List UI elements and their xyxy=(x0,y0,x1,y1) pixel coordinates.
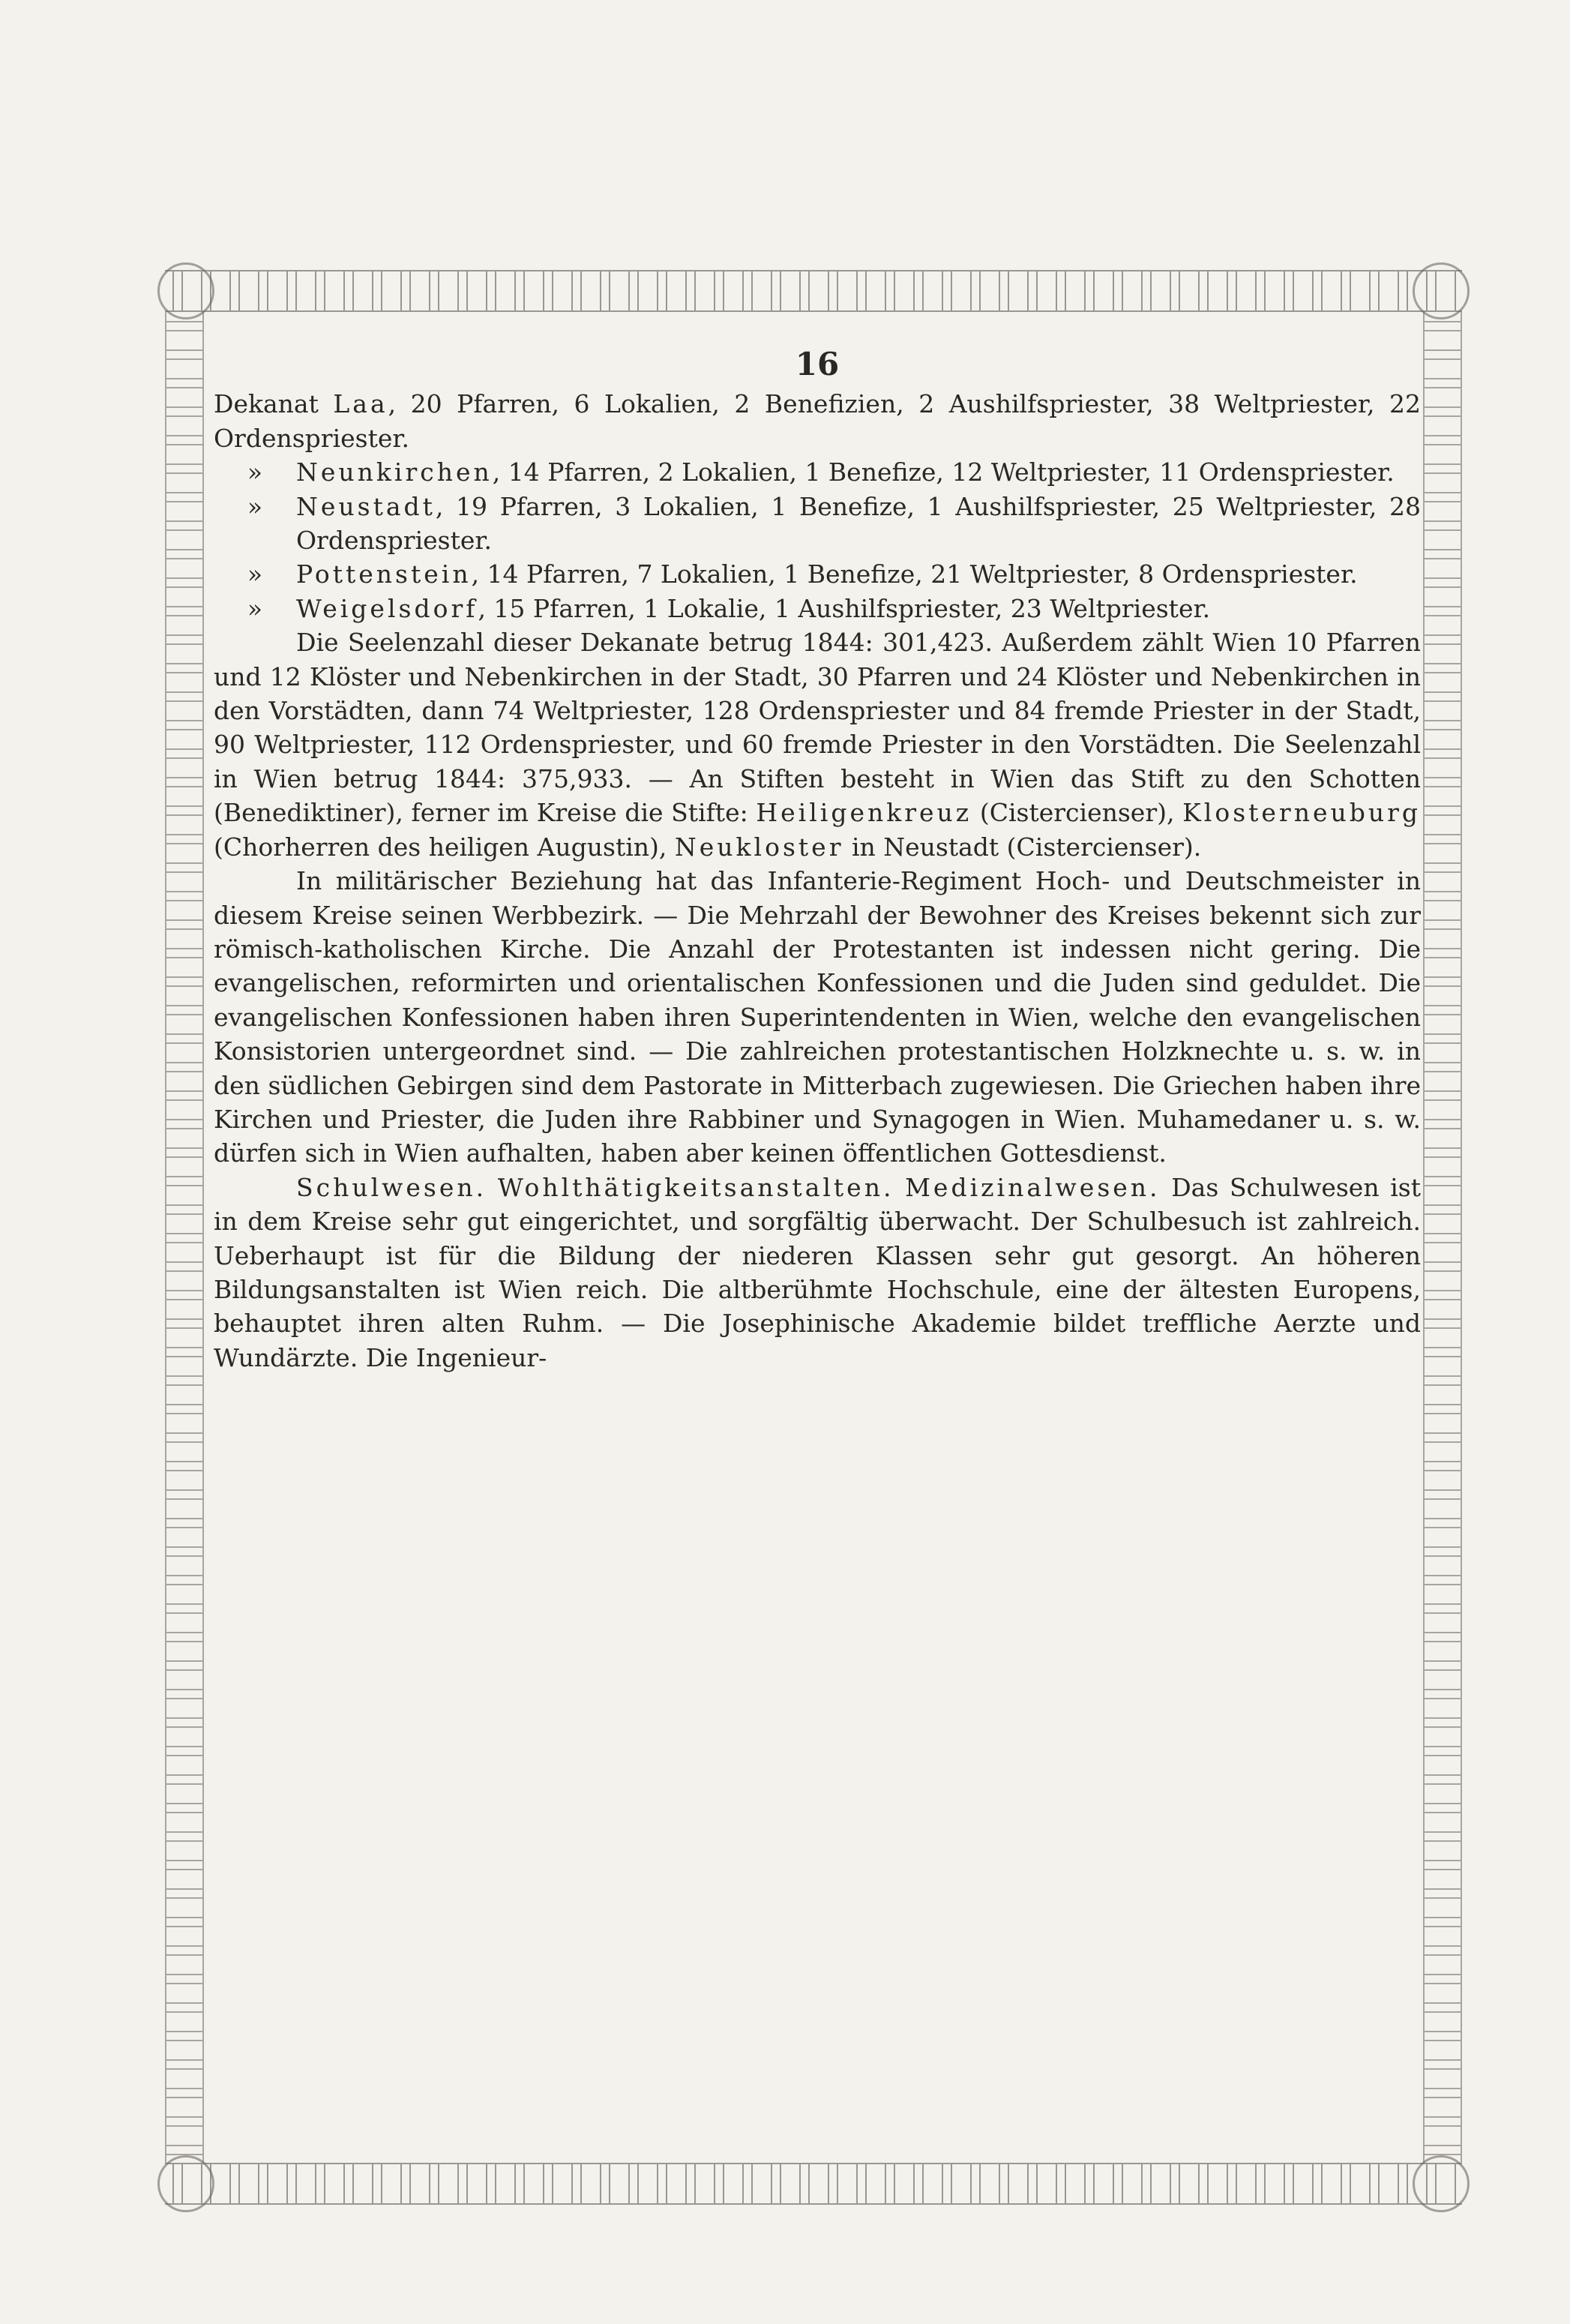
dekanat-text: , 20 Pfarren, 6 Lokalien, 2 Benefizien, 2 Aushilfspriester, 38 Weltpriester, 22 Ordenspriester. xyxy=(214,389,1421,453)
dekanat-name: Neunkirchen xyxy=(296,457,493,487)
dekanat-entry xyxy=(214,455,1421,489)
dekanat-name: Weigelsdorf xyxy=(296,593,478,623)
section-heading: Schulwesen. xyxy=(296,1172,487,1202)
border-left xyxy=(165,312,204,2163)
dekanat-text: , 14 Pfarren, 7 Lokalien, 1 Benefize, 21 Weltpriester, 8 Ordenspriester. xyxy=(471,559,1358,589)
stift-name: Heiligenkreuz xyxy=(756,798,972,828)
ditto-mark: » xyxy=(247,457,263,487)
stift-name: Klosterneuburg xyxy=(1182,798,1422,828)
ditto-mark: » xyxy=(247,559,263,589)
paragraph-militaer: In militärischer Beziehung hat das Infanterie-Regiment Hoch- und Deutschmeister in diesem Kreise seinen Werbbezirk. — Die Mehrzahl der Bewohner des Kreises bekennt sich zur römisch-katholischen Kirche. Die Anzahl der Protestanten ist indessen nicht gering. Die evangelischen, reformirten und orientalischen Konfessionen und die Juden sind geduldet. Die evangelischen Konfessionen haben ihren Superintendenten in Wien, welche den evangelischen Konsistorien untergeordnet sind. — Die zahlreichen protestantischen Holzknechte u. s. w. in den südlichen Gebirgen sind dem Pastorate in Mitterbach zugewiesen. Die Griechen haben ihre Kirchen und Priester, die Juden ihre Rabbiner und Synagogen in Wien. Muhamedaner u. s. w. dürfen sich in Wien aufhalten, haben aber keinen öffentlichen Gottesdienst. xyxy=(214,866,1421,1168)
corner-ornament-icon xyxy=(1413,262,1470,319)
page-number: 16 xyxy=(795,346,840,382)
paragraph-text: Die Seelenzahl dieser Dekanate betrug 1844: 301,423. Außerdem zählt Wien 10 Pfarren und 12 Klöster und Nebenkirchen in der Stadt, 30 Pfarren und 24 Klöster und Nebenkirchen in den Vorstädten, dann 74 Weltpriester, 128 Ordenspriester und 84 fremde Priester in der Stadt, 90 Weltpriester, 112 Ordenspriester, und 60 fremde Priester in den Vorstädten. Die Seelenzahl in Wien betrug 1844: 375,933. — An Stiften besteht in Wien das Stift zu den Schotten (Benediktiner), ferner im Kreise die Stifte: xyxy=(214,628,1421,828)
section-heading: Wohlthätigkeitsanstalten. xyxy=(497,1172,894,1202)
dekanat-text: , 19 Pfarren, 3 Lokalien, 1 Benefize, 1 Aushilfspriester, 25 Weltpriester, 28 Ordenspriester. xyxy=(296,491,1421,556)
dekanat-name: Pottenstein xyxy=(296,559,472,589)
paragraph-schulwesen xyxy=(214,1171,1421,1375)
border-right xyxy=(1423,312,1462,2163)
dekanat-name: Neustadt xyxy=(296,491,436,521)
dekanat-entry xyxy=(214,387,1421,455)
paragraph-text: (Cistercienser), xyxy=(979,798,1175,828)
dekanat-text: , 14 Pfarren, 2 Lokalien, 1 Benefize, 12 Weltpriester, 11 Ordenspriester. xyxy=(492,457,1395,487)
paragraph-text: (Chorherren des heiligen Augustin), xyxy=(214,832,667,862)
corner-ornament-icon xyxy=(157,2155,214,2212)
paragraph-text: in Neustadt (Cistercienser). xyxy=(851,832,1202,862)
paragraph-text: Das Schulwesen ist in dem Kreise sehr gut eingerichtet, und sorgfältig überwacht. Der Schulbesuch ist zahlreich. Ueberhaupt ist für die Bildung der niederen Klassen sehr gut gesorgt. An höheren Bildungsanstalten ist Wien reich. Die altberühmte Hochschule, eine der ältesten Europens, behauptet ihren alten Ruhm. — Die Josephinische Akademie bildet treffliche Aerzte und Wundärzte. Die Ingenieur- xyxy=(214,1172,1421,1372)
dekanat-entry xyxy=(214,557,1421,591)
dekanat-name: Laa xyxy=(333,389,388,419)
dekanat-entry xyxy=(214,490,1421,558)
section-heading: Medizinalwesen. xyxy=(905,1172,1161,1202)
ditto-mark: » xyxy=(247,491,263,521)
corner-ornament-icon xyxy=(157,262,214,319)
stift-name: Neukloster xyxy=(674,832,844,862)
ditto-mark: » xyxy=(247,593,263,623)
page-text xyxy=(214,341,1421,1375)
dekanat-prefix: Dekanat xyxy=(214,389,319,419)
border-top xyxy=(165,270,1462,312)
paragraph-seelenzahl xyxy=(214,625,1421,864)
corner-ornament-icon xyxy=(1413,2155,1470,2212)
dekanat-entry xyxy=(214,592,1421,625)
dekanat-text: , 15 Pfarren, 1 Lokalie, 1 Aushilfspriester, 23 Weltpriester. xyxy=(478,593,1211,623)
border-bottom xyxy=(165,2163,1462,2205)
